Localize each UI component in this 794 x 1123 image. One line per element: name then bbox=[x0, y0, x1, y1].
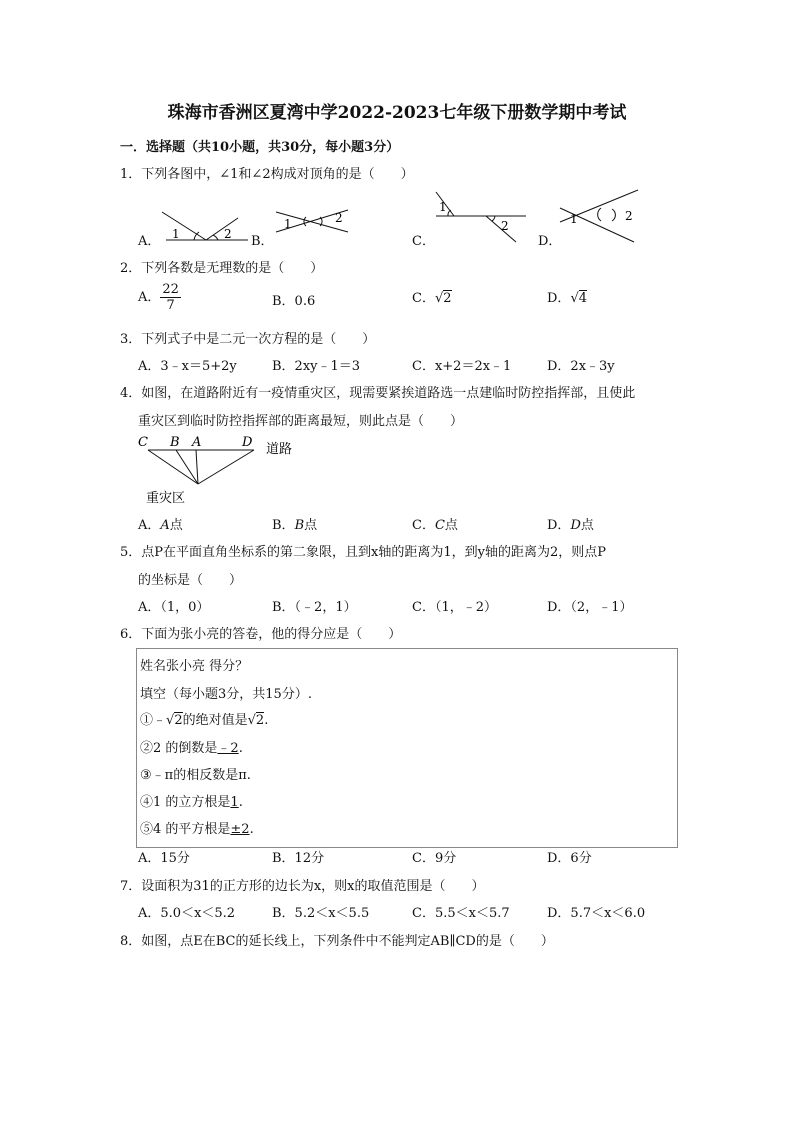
fig-b-arc-1 bbox=[304, 217, 306, 226]
q1-option-a: A． bbox=[138, 234, 161, 249]
fig-c-label-2: 2 bbox=[501, 219, 509, 233]
segment-b bbox=[176, 450, 198, 484]
q5-option-c: C．（1，﹣2） bbox=[412, 600, 497, 615]
q7-option-a: A．5.0＜x＜5.2 bbox=[138, 906, 236, 921]
q5-option-a: A．（1，0） bbox=[138, 600, 210, 615]
disaster-zone-label: 重灾区 bbox=[146, 491, 186, 506]
question-4-stem-line-1: 4．如图，在道路附近有一疫情重灾区，现需要紧挨道路选一点建临时防控指挥部，且使此 bbox=[120, 386, 636, 401]
q4-option-d: D．D点 bbox=[547, 518, 594, 533]
point-d-label: D bbox=[242, 435, 253, 450]
question-5-stem-line-2: 的坐标是（ ） bbox=[138, 573, 243, 588]
q4-option-c: C．C点 bbox=[412, 518, 458, 533]
fraction-numerator: 22 bbox=[162, 282, 179, 297]
fig-a-label-2: 2 bbox=[224, 227, 232, 241]
question-7-stem: 7．设面积为31的正方形的边长为x，则x的取值范围是（ ） bbox=[120, 879, 485, 894]
q4-option-b: B．B点 bbox=[272, 518, 318, 533]
segment-d bbox=[198, 450, 254, 484]
fig-a-line-1 bbox=[162, 212, 206, 240]
sqrt-icon: √ bbox=[247, 713, 256, 728]
sqrt-icon: √ bbox=[166, 713, 175, 728]
q2-option-d: D．√4 bbox=[547, 291, 588, 306]
point-a-label: A bbox=[192, 435, 202, 450]
sqrt-icon: √ bbox=[434, 291, 444, 306]
question-5-stem-line-1: 5．点P在平面直角坐标系的第二象限，且到x轴的距离为1，到y轴的距离为2，则点P bbox=[120, 545, 606, 560]
section-heading: 一．选择题（共10小题，共30分，每小题3分） bbox=[120, 140, 400, 155]
q7-option-b: B．5.2＜x＜5.5 bbox=[272, 906, 370, 921]
question-4-figure bbox=[136, 432, 316, 508]
fig-a-arc-2 bbox=[213, 235, 218, 240]
q2-option-a: A． $\frac{22}{7}$ bbox=[138, 282, 179, 313]
fig-c-arc-2 bbox=[492, 216, 495, 221]
answer-row-3: ③﹣π的相反数是π. bbox=[140, 768, 251, 783]
fig-d-label-2: 2 bbox=[625, 209, 633, 223]
fraction-denominator: 7 bbox=[166, 298, 175, 313]
fig-b-label-2: 2 bbox=[335, 211, 343, 225]
fig-d-arc-1 bbox=[598, 208, 601, 221]
fig-a-label-1: 1 bbox=[172, 227, 180, 241]
q1-option-d: D． bbox=[538, 234, 562, 249]
fig-b-label-1: 1 bbox=[284, 217, 292, 231]
fig-c-label-1: 1 bbox=[439, 200, 447, 214]
question-2-stem: 2．下列各数是无理数的是（ ） bbox=[120, 261, 324, 276]
q6-option-d: D．6分 bbox=[547, 851, 592, 866]
question-1-stem: 1．下列各图中，∠1和∠2构成对顶角的是（ ） bbox=[120, 167, 414, 182]
q3-option-a: A．3﹣x＝5+2y bbox=[138, 359, 237, 374]
answer-row-4: ④1 的立方根是1. bbox=[140, 795, 243, 810]
question-8-stem: 8．如图，点E在BC的延长线上，下列条件中不能判定AB∥CD的是（ ） bbox=[120, 934, 554, 949]
q3-option-d: D．2x﹣3y bbox=[547, 359, 615, 374]
q7-option-c: C．5.5＜x＜5.7 bbox=[412, 906, 510, 921]
q5-option-b: B．（﹣2，1） bbox=[272, 600, 357, 615]
fig-a-line-2 bbox=[206, 218, 238, 240]
q1-option-b: B． bbox=[251, 234, 274, 249]
q6-option-c: C．9分 bbox=[412, 851, 457, 866]
point-b-label: B bbox=[170, 435, 180, 450]
answer-sheet-name: 姓名张小亮 得分？ bbox=[140, 659, 249, 674]
segment-a bbox=[196, 450, 198, 484]
q5-option-d: D．（2，﹣1） bbox=[547, 600, 633, 615]
sqrt-icon: √ bbox=[570, 291, 579, 306]
segment-c bbox=[148, 450, 198, 484]
point-c-label: C bbox=[138, 435, 148, 450]
answer-row-5: ⑤4 的平方根是±2. bbox=[140, 822, 254, 837]
question-6-stem: 6．下面为张小亮的答卷，他的得分应是（ ） bbox=[120, 627, 402, 642]
question-1-figures bbox=[136, 186, 656, 248]
question-4-stem-line-2: 重灾区到临时防控指挥部的距离最短，则此点是（ ） bbox=[138, 414, 464, 429]
answer-row-2: ②2 的倒数是﹣2. bbox=[140, 741, 243, 756]
fig-d-arc-2 bbox=[612, 209, 615, 221]
answer-sheet-instructions: 填空（每小题3分，共15分）. bbox=[140, 687, 312, 702]
q2-option-b: B．0.6 bbox=[272, 294, 316, 309]
q6-option-a: A．15分 bbox=[138, 851, 190, 866]
road-label: 道路 bbox=[266, 442, 293, 457]
q7-option-d: D．5.7＜x＜6.0 bbox=[547, 906, 646, 921]
answer-row-1: ①﹣√2的绝对值是√2. bbox=[140, 713, 269, 728]
question-3-stem: 3．下列式子中是二元一次方程的是（ ） bbox=[120, 332, 376, 347]
q3-option-b: B．2xy﹣1＝3 bbox=[272, 359, 361, 374]
q4-option-a: A．A点 bbox=[138, 518, 183, 533]
q6-option-b: B．12分 bbox=[272, 851, 325, 866]
exam-title: 珠海市香洲区夏湾中学2022-2023七年级下册数学期中考试 bbox=[167, 103, 627, 123]
q2-option-c: C．√2 bbox=[412, 291, 452, 306]
q1-option-c: C． bbox=[412, 234, 435, 249]
q3-option-c: C．x+2＝2x﹣1 bbox=[412, 359, 512, 374]
fig-d-label-1: 1 bbox=[570, 212, 578, 226]
